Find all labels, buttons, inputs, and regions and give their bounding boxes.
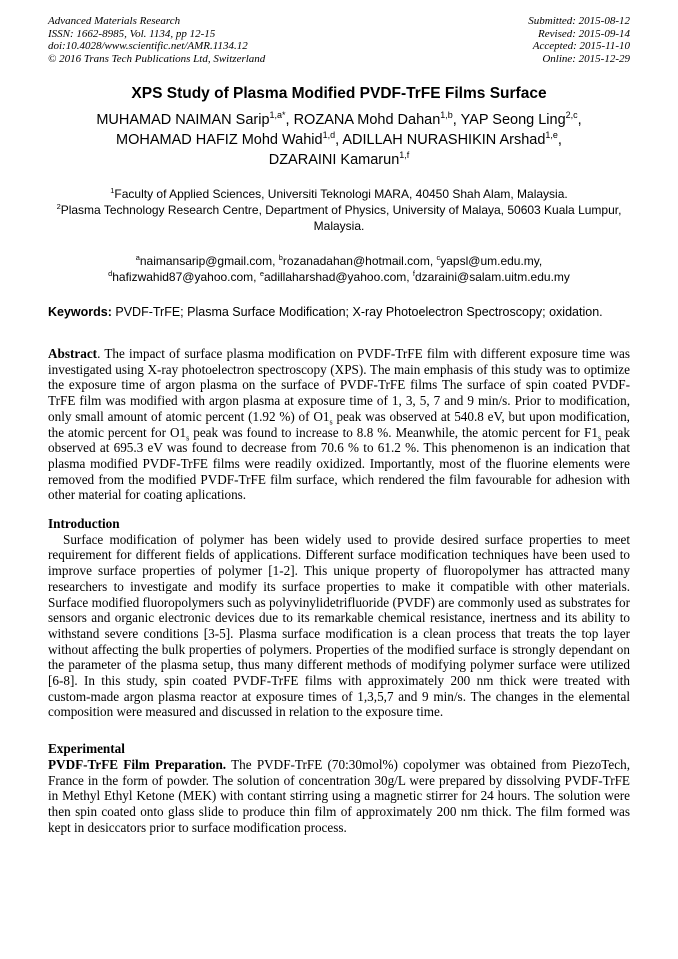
submitted-date: Submitted: 2015-08-12	[528, 15, 630, 27]
journal-name: Advanced Materials Research	[48, 15, 181, 27]
experimental-heading: Experimental	[48, 741, 125, 757]
authors-line: MUHAMAD NAIMAN Sarip$^{1,a*}$, ROZANA Mohd Dahan$^{1,b}$, YAP Seong Ling$^{2,c}$, MOHAMAD HAFIZ Mohd Wahid$^{1,d}$, ADILLAH NURASHIKIN Arshad$^{1,e}$, DZARAINI Kamarun$^{1,f}$	[96, 110, 582, 168]
section-experimental	[48, 741, 630, 835]
journal-issn-volume: ISSN: 1662-8985, Vol. 1134, pp 12-15	[48, 27, 216, 40]
introduction-paragraph: Surface modification of polymer has been widely used to provide desired surface properties to meet requirement for different fields of applications. Different surface modification techniques have been used to improve surface properties of polymer [1-2]. This unique property of fluoropolymer has attracted many researchers to investigate and modify its surface properties to make it compatible with other materials. Surface modified fluoropolymers such as polyvinylidetrifluoride (PVDF) are commonly used as substrates for sensors and organic electronic devices due to its remarkable chemical resistance, inertness and its ability to withstand severe conditions [3-5]. Plasma surface modification is a clean process that treats the top layer without affecting the bulk properties of polymers. Properties of the modified surface is strongly dependant on the parameter of the plasma setup, thus many different methods of modifying polymer surface were utilized [6-8]. In this study, spin coated PVDF-TrFE films with approximately 200 nm thick were treated with custom-made argon plasma reactor at exposure times of 1,3,5,7 and 9 min/s. The changes in the elemental composition were measured and discussed in relation to the exposure time.	[48, 531, 630, 720]
journal-info	[48, 15, 265, 65]
affiliations: $^1$Faculty of Applied Sciences, Universiti Teknologi MARA, 40450 Shah Alam, Malaysia. $^2$Plasma Technology Research Centre, Department of Physics, University of Malaya, 50603 Kuala Lumpur, Malaysia.	[56, 186, 622, 233]
section-introduction	[48, 516, 630, 720]
journal-doi: doi:10.4028/www.scientific.net/AMR.1134.12	[48, 40, 248, 52]
journal-header	[48, 15, 630, 65]
introduction-heading: Introduction	[48, 516, 120, 532]
paper-title: XPS Study of Plasma Modified PVDF-TrFE Films Surface	[131, 85, 547, 102]
keywords-line: Keywords: PVDF-TrFE; Plasma Surface Modification; X-ray Photoelectron Spectroscopy; oxidation.	[48, 305, 603, 319]
experimental-paragraph: PVDF-TrFE Film Preparation. The PVDF-TrFE (70:30mol%) copolymer was obtained from PiezoTech, France in the form of powder. The solution of concentration 30g/L were prepared by dissolving PVDF-TrFE in Methyl Ethyl Ketone (MEK) with contant stirring using a magnetic stirrer for 24 hours. The solution were then spin coated onto glass slide to produce thin film of approximately 200 nm thick. The film formed was kept in desiccators prior to surface modification process.	[48, 756, 630, 835]
accepted-date: Accepted: 2015-11-10	[532, 40, 630, 52]
revised-date: Revised: 2015-09-14	[538, 27, 630, 40]
submission-dates	[528, 15, 630, 65]
author-emails: $^a$naimansarip@gmail.com, $^b$rozanadahan@hotmail.com, $^c$yapsl@um.edu.my, $^d$hafizwahid87@yahoo.com, $^e$adillaharshad@yahoo.com, $^f$dzaraini@salam.uitm.edu.my	[108, 253, 570, 284]
online-date: Online: 2015-12-29	[542, 52, 630, 65]
journal-copyright: © 2016 Trans Tech Publications Ltd, Switzerland	[48, 52, 266, 65]
abstract-paragraph: Abstract. The impact of surface plasma modification on PVDF-TrFE film with different exposure time was investigated using X-ray photoelectron spectroscopy (XPS). The main emphasis of this study was to optimize the exposure time of argon plasma on the surface of PVDF-TrFE films The surface of spin coated PVDF-TrFE film was modified with argon plasma at exposure time of 1, 3, 5, 7 and 9 min/s. Prior to modification, only small amount of atomic percent (1.92 %) of $O1_s$ peak was observed at 540.8 eV, but upon modification, the atomic percent for $O1_s$ peak was found to increase to 8.8 %. Meanwhile, the atomic percent for $F1_s$ peak observed at 695.3 eV was found to decrease from 70.6 % to 61.2 %. This phenomenon is an indication that plasma modified PVDF-TrFE films were readily oxidized. Importantly, most of the fluorine elements were removed from the modified PVDF-TrFE film surface, which rendered the film favourable for adhesion with other material for coating aplications.	[48, 346, 630, 503]
